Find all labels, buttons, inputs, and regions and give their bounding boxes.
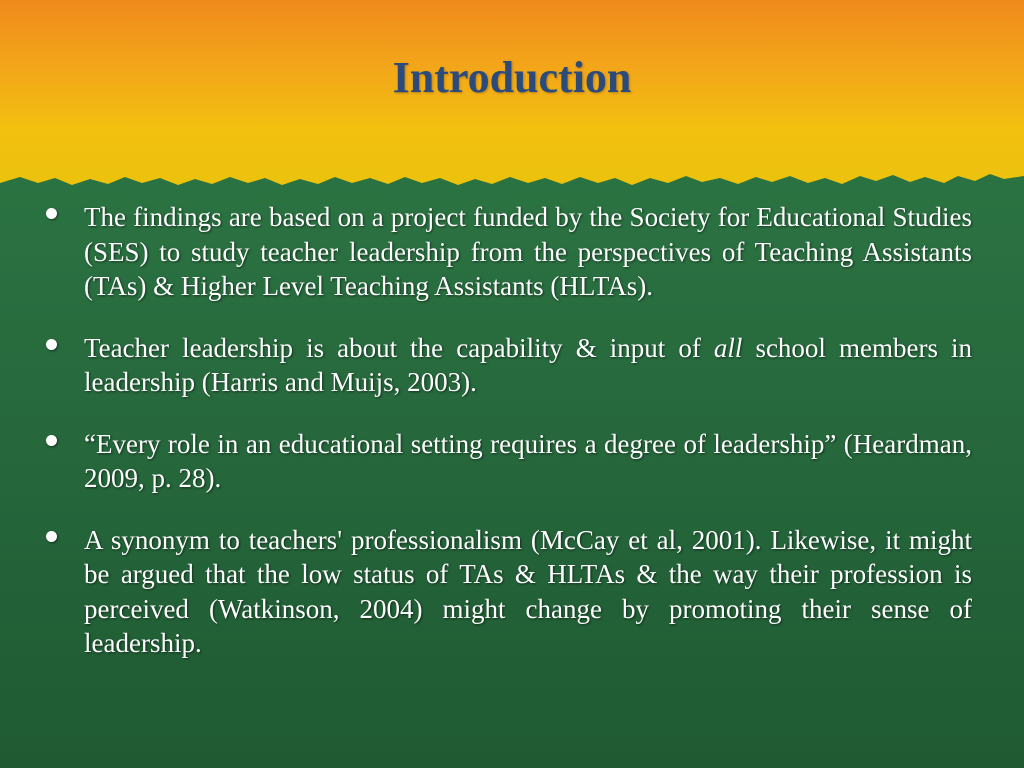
bullet-item	[46, 331, 972, 400]
bullet-item	[46, 200, 972, 304]
bullet-dot-icon	[46, 435, 57, 446]
bullet-text-part: school members in leadership (Harris and Muijs, 2003).	[84, 332, 973, 397]
bullet-dot-icon	[46, 208, 57, 219]
bullet-text-part: Teacher leadership is about the capability & input of	[84, 332, 714, 363]
bullet-text: A synonym to teachers' professionalism (McCay et al, 2001). Likewise, it might be argued that the low status of TAs & HLTAs & the way their profession is perceived (Watkinson, 2004) might change by promoting their sense of leadership.	[84, 524, 972, 658]
bullet-text-emphasis: all	[713, 332, 743, 363]
bullet-item	[46, 523, 972, 661]
bullet-list	[46, 200, 972, 688]
bullet-text: The findings are based on a project funded by the Society for Educational Studies (SES) to study teacher leadership from the perspectives of Teaching Assistants (TAs) & Higher Level Teaching Assistants (HLTAs).	[84, 202, 972, 301]
bullet-dot-icon	[46, 531, 57, 542]
bullet-text	[84, 333, 972, 398]
slide-title: Introduction	[392, 53, 632, 102]
bullet-text: “Every role in an educational setting requires a degree of leadership” (Heardman, 2009, p. 28).	[84, 428, 972, 493]
bullet-dot-icon	[46, 339, 57, 350]
bullet-item	[46, 427, 972, 496]
